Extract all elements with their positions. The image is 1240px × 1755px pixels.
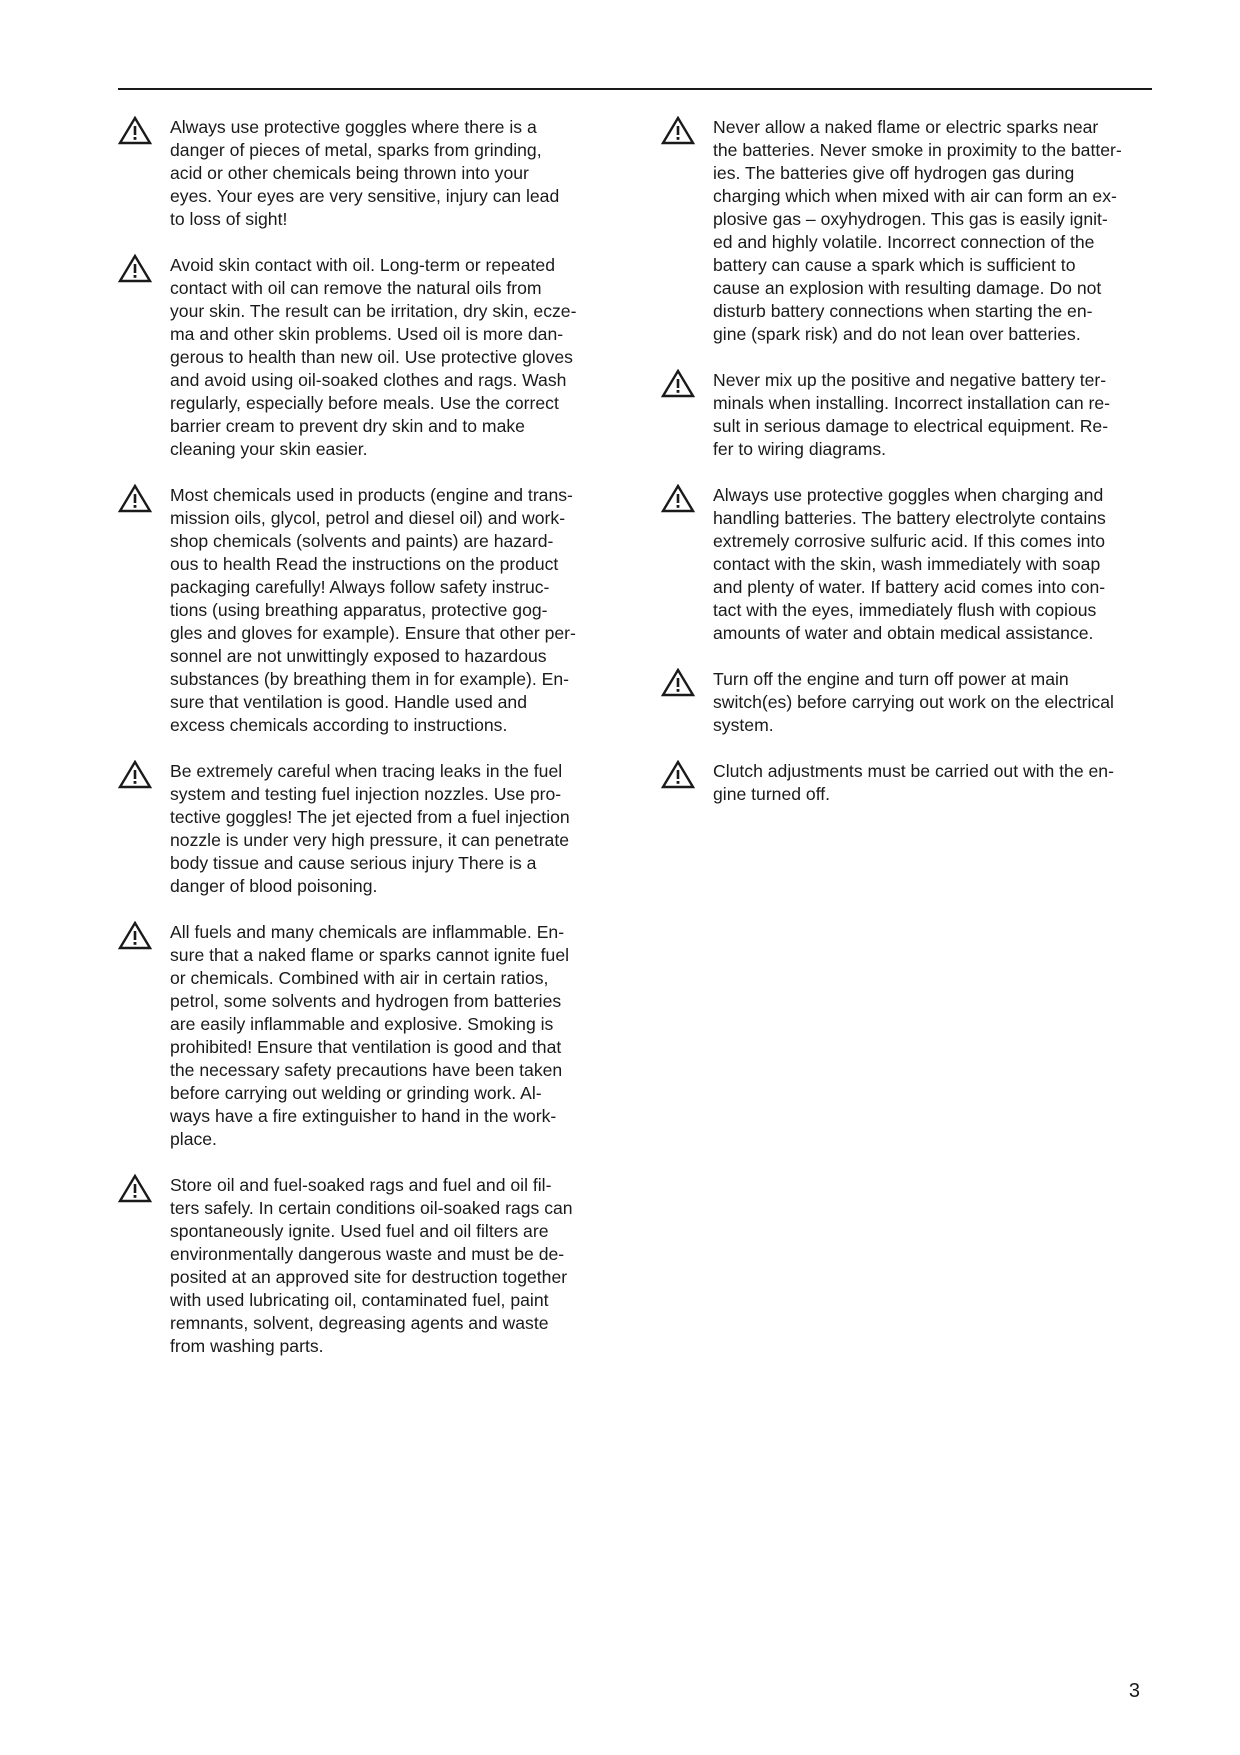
warning-text: Most chemicals used in products (engine and trans- mission oils, glycol, petrol and diesel oil) and work- shop chemicals (solvents and paints) are hazard- ous to health Read the instructions on the product packaging carefully! Always follow safety instruc- tions (using breathing apparatus, protective gog- gles and gloves for example). Ensure that other per- sonnel are not unwittingly exposed to hazardous substances (by breathing them in for example). En- sure that ventilation is good. Handle used and excess chemicals according to instructions. [170, 485, 576, 735]
warning-triangle-icon [118, 760, 152, 790]
warning-item [114, 921, 624, 1151]
warning-triangle-icon [661, 116, 695, 146]
page-number: 3 [1128, 1680, 1140, 1702]
warning-item [657, 116, 1167, 346]
warning-item [657, 484, 1167, 645]
warning-item [657, 760, 1167, 806]
warning-text: Avoid skin contact with oil. Long-term or repeated contact with oil can remove the natural oils from your skin. The result can be irritation, dry skin, ecze- ma and other skin problems. Used oil is more dan- gerous to health than new oil. Use protective gloves and avoid using oil-soaked clothes and rags. Wash regularly, especially before meals. Use the correct barrier cream to prevent dry skin and to make cleaning your skin easier. [170, 255, 577, 459]
warning-triangle-icon [118, 254, 152, 284]
top-rule [118, 88, 1152, 90]
left-column [114, 116, 624, 1381]
warning-triangle-icon [118, 921, 152, 951]
warning-triangle-icon [118, 484, 152, 514]
warning-triangle-icon [661, 369, 695, 399]
warning-item [114, 760, 624, 898]
warning-text: Turn off the engine and turn off power at main switch(es) before carrying out work on the electrical system. [713, 669, 1114, 735]
warning-item [114, 1174, 624, 1358]
warning-text: All fuels and many chemicals are inflammable. En- sure that a naked flame or sparks cannot ignite fuel or chemicals. Combined with air in certain ratios, petrol, some solvents and hydrogen from batteries are easily inflammable and explosive. Smoking is prohibited! Ensure that ventilation is good and that the necessary safety precautions have been taken before carrying out welding or grinding work. Al- ways have a fire extinguisher to hand in the work- place. [170, 922, 570, 1149]
warning-text: Be extremely careful when tracing leaks in the fuel system and testing fuel injection nozzles. Use pro- tective goggles! The jet ejected from a fuel injection nozzle is under very high pressure, it can penetrate body tissue and cause serious injury There is a danger of blood poisoning. [170, 761, 570, 896]
warning-item [657, 369, 1167, 461]
warning-text: Always use protective goggles where there is a danger of pieces of metal, sparks from grinding, acid or other chemicals being thrown into your eyes. Your eyes are very sensitive, injury can lead to loss of sight! [170, 117, 560, 229]
warning-triangle-icon [661, 760, 695, 790]
warning-text: Always use protective goggles when charging and handling batteries. The battery electrolyte contains extremely corrosive sulfuric acid. If this comes into contact with the skin, wash immediately with soap and plenty of water. If battery acid comes into con- tact with the eyes, immediately flush with copious amounts of water and obtain medical assistance. [713, 485, 1106, 643]
warning-triangle-icon [118, 1174, 152, 1204]
warning-item [114, 116, 624, 231]
warning-text: Never allow a naked flame or electric sparks near the batteries. Never smoke in proximity to the batter- ies. The batteries give off hydrogen gas during charging which when mixed with air can form an ex- plosive gas – oxyhydrogen. This gas is easily ignit- ed and highly volatile. Incorrect connection of the battery can cause a spark which is sufficient to cause an explosion with resulting damage. Do not disturb battery connections when starting the en- gine (spark risk) and do not lean over batteries. [713, 117, 1122, 344]
warning-text: Never mix up the positive and negative battery ter- minals when installing. Incorrect installation can re- sult in serious damage to electrical equipment. Re- fer to wiring diagrams. [713, 370, 1111, 459]
warning-triangle-icon [661, 484, 695, 514]
warning-triangle-icon [661, 668, 695, 698]
warning-item [114, 484, 624, 737]
warning-item [657, 668, 1167, 737]
right-column [657, 116, 1167, 829]
warning-item [114, 254, 624, 461]
warning-triangle-icon [118, 116, 152, 146]
warning-text: Store oil and fuel-soaked rags and fuel and oil fil- ters safely. In certain conditions oil-soaked rags can spontaneously ignite. Used fuel and oil filters are environmentally dangerous waste and must be de- posited at an approved site for destruction together with used lubricating oil, contaminated fuel, paint remnants, solvent, degreasing agents and waste from washing parts. [170, 1175, 573, 1356]
warning-text: Clutch adjustments must be carried out with the en- gine turned off. [713, 761, 1114, 804]
